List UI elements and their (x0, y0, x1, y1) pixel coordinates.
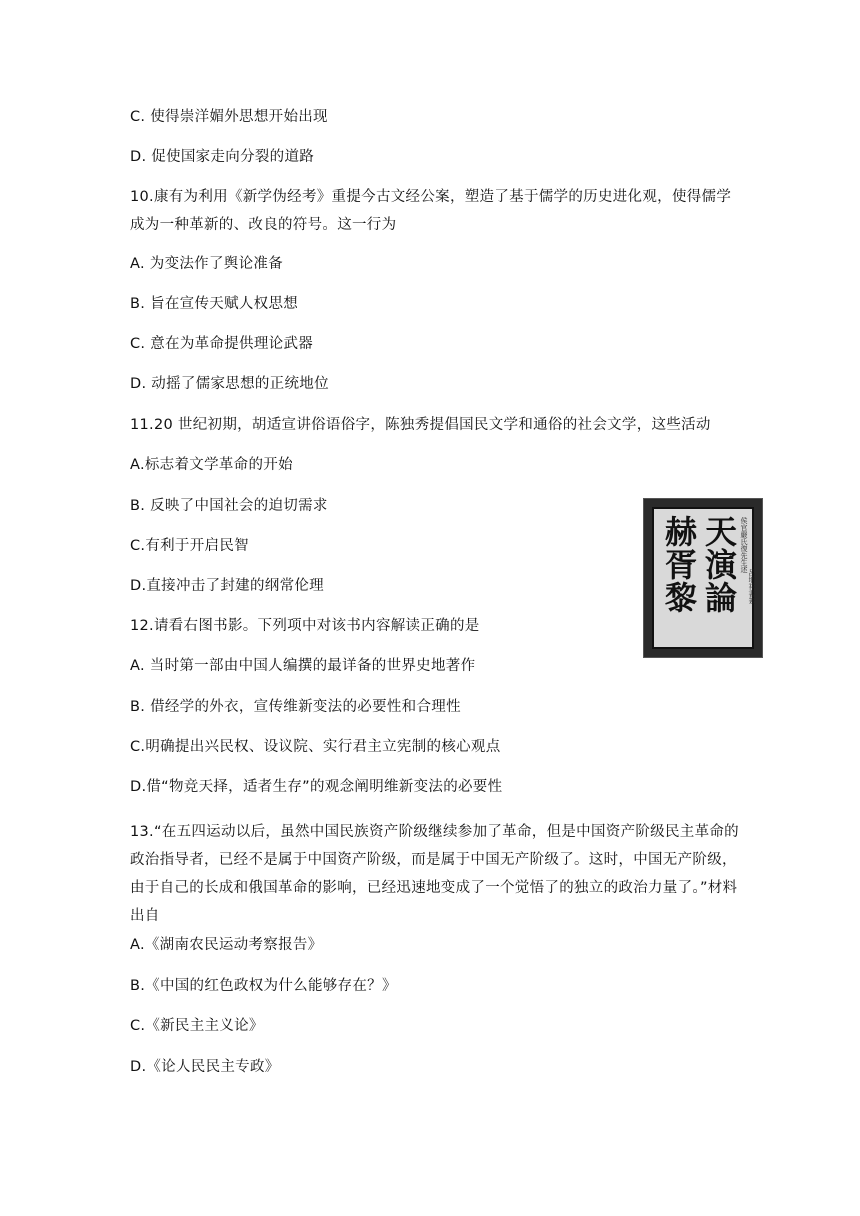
book-title-left: 赫胥黎 (660, 515, 698, 614)
q10-stem: 10.康有为利用《新学伪经考》重提今古文经公案，塑造了基于儒学的历史进化观，使得儒学成为一种革新的、改良的符号。这一行为 (130, 189, 732, 233)
q13-option-c: C.《新民主主义论》 (130, 1018, 264, 1034)
book-cover-frame (652, 507, 754, 649)
book-author-line: 侯官嚴氏復先生述 (740, 517, 748, 573)
q11-option-a: A.标志着文学革命的开始 (130, 457, 293, 473)
q11-stem: 11.20 世纪初期，胡适宣讲俗语俗字，陈独秀提倡国民文学和通俗的社会文学，这些活动 (130, 417, 711, 433)
q12-option-d: D.借“物竞天择，适者生存”的观念阐明维新变法的必要性 (130, 779, 503, 795)
q10-option-d: D. 动摇了儒家思想的正统地位 (130, 376, 329, 392)
q13-option-b: B.《中国的红色政权为什么能够存在？》 (130, 978, 397, 994)
q9-option-c: C. 使得崇洋媚外思想开始出现 (130, 109, 328, 125)
q13-option-d: D.《论人民民主专政》 (130, 1059, 280, 1075)
book-signature-line: 呂增祥書簽 (748, 569, 756, 604)
q11-option-b: B. 反映了中国社会的迫切需求 (130, 498, 328, 514)
q12-option-b: B. 借经学的外衣，宣传维新变法的必要性和合理性 (130, 699, 461, 715)
q10-option-c: C. 意在为革命提供理论武器 (130, 336, 314, 352)
q13-option-a: A.《湖南农民运动考察报告》 (130, 937, 323, 953)
book-title-right: 天演論 (700, 515, 738, 614)
q12-stem: 12.请看右图书影。下列项中对该书内容解读正确的是 (130, 618, 480, 634)
q10-option-a: A. 为变法作了舆论准备 (130, 256, 283, 272)
q12-option-c: C.明确提出兴民权、设议院、实行君主立宪制的核心观点 (130, 739, 501, 755)
q11-option-c: C.有利于开启民智 (130, 538, 249, 554)
q13-stem: 13.“在五四运动以后，虽然中国民族资产阶级继续参加了革命，但是中国资产阶级民主革命的政治指导者，已经不是属于中国资产阶级，而是属于中国无产阶级了。这时，中国无产阶级，由于自己的长成和俄国革命的影响，已经迅速地变成了一个觉悟了的独立的政治力量了。”材料出自 (130, 824, 739, 924)
q10-option-b: B. 旨在宣传天赋人权思想 (130, 296, 299, 312)
q11-option-d: D.直接冲击了封建的纲常伦理 (130, 578, 324, 594)
book-cover-image (643, 498, 763, 658)
q9-option-d: D. 促使国家走向分裂的道路 (130, 149, 315, 165)
q12-option-a: A. 当时第一部由中国人编撰的最详备的世界史地著作 (130, 658, 476, 674)
